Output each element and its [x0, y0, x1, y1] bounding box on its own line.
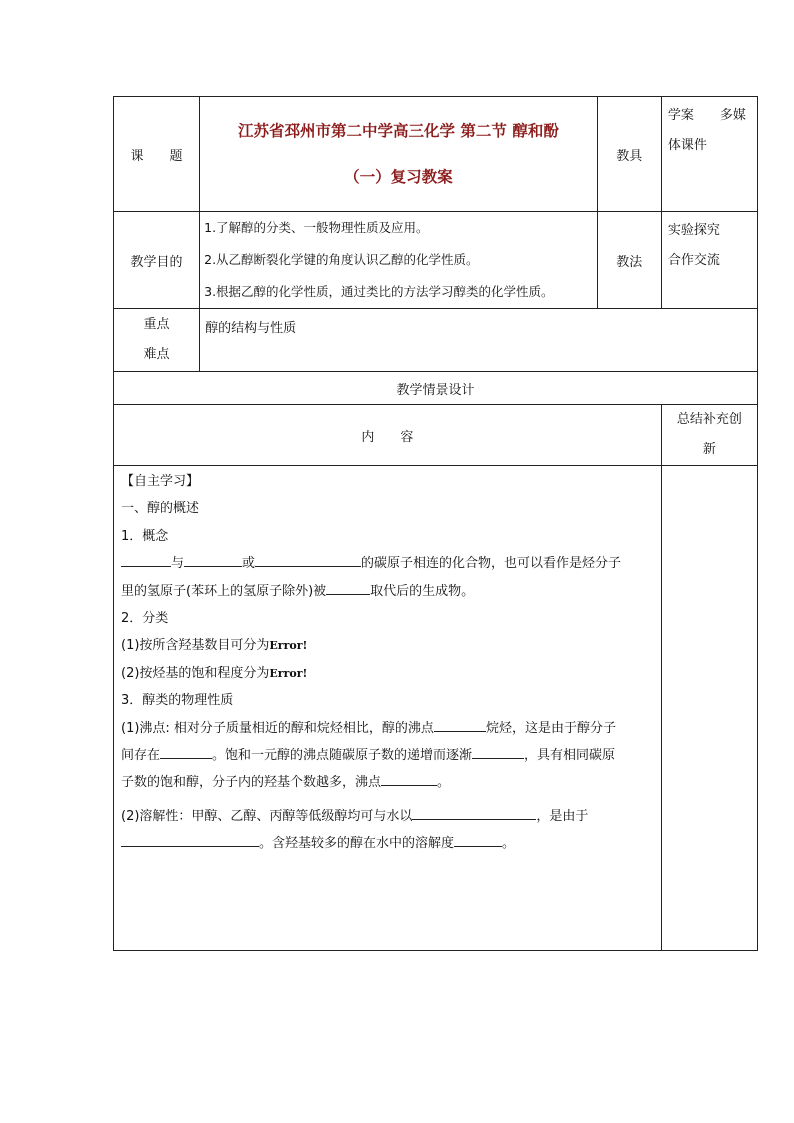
goal-item: 3.根据乙醇的化学性质，通过类比的方法学习醇类的化学性质。: [204, 284, 554, 299]
text-run: ，具有相同碳原: [524, 748, 616, 764]
fill-blank[interactable]: [381, 771, 437, 786]
text-run: (1)沸点: 相对分子质量相近的醇和烷烃相比，醇的沸点: [121, 720, 434, 736]
text-run: 子数的饱和醇，分子内的羟基个数越多，沸点: [121, 775, 382, 791]
goal-item: 2.从乙醇断裂化学键的角度认识乙醇的化学性质。: [204, 252, 479, 267]
goals-label: 教学目的: [114, 212, 200, 309]
summary-header-line2: 新: [702, 442, 716, 457]
section-heading: 2．分类: [121, 611, 169, 627]
content-body: [114, 466, 662, 951]
text-run: 间存在: [121, 748, 161, 764]
tools-value-line2: 体课件: [667, 138, 707, 153]
key-label: [114, 309, 200, 372]
fill-blank[interactable]: [255, 552, 361, 567]
course-label: 课 题: [114, 97, 200, 212]
lesson-title: [200, 97, 598, 212]
class-line-2: [121, 660, 654, 687]
design-header: 教学情景设计: [114, 372, 758, 405]
section-heading: 1．概念: [121, 528, 169, 544]
method-label: 教法: [597, 212, 661, 309]
class-line-1: [121, 632, 654, 659]
section-heading: 3．醇类的物理性质: [121, 693, 234, 709]
text-run: 或: [242, 556, 256, 572]
key-label-line2: 难点: [143, 347, 170, 362]
fill-blank[interactable]: [184, 552, 242, 567]
key-label-line1: 重点: [143, 317, 170, 332]
lesson-plan-table: [113, 96, 758, 951]
summary-column: [661, 466, 757, 951]
summary-header: [661, 405, 757, 466]
row-design-header: [114, 372, 758, 405]
fill-blank[interactable]: [412, 805, 536, 820]
text-run: 。: [502, 836, 516, 852]
row-content-header: [114, 405, 758, 466]
fill-blank[interactable]: [121, 552, 171, 567]
key-value: 醇的结构与性质: [200, 309, 758, 372]
section-heading: 【自主学习】: [121, 474, 200, 489]
solubility-line-1: [121, 803, 654, 830]
text-run: 。饱和一元醇的沸点随碳原子数的递增而逐渐: [212, 748, 473, 764]
lesson-title-line2: （一）复习教案: [344, 167, 453, 186]
text-run: 。: [437, 775, 451, 791]
solubility-line-2: [121, 830, 654, 857]
lesson-title-line1: 江苏省邳州市第二中学高三化学 第二节 醇和酚: [238, 121, 559, 140]
row-key-points: [114, 309, 758, 372]
boiling-line-2: [121, 742, 654, 769]
tools-value-line1: 学案 多媒: [667, 108, 746, 123]
goals-list: [200, 212, 598, 309]
text-run: ，是由于: [536, 808, 589, 824]
tools-label: 教具: [597, 97, 661, 212]
method-value: [661, 212, 757, 309]
boiling-line-3: [121, 769, 654, 796]
concept-line-2: [121, 578, 654, 605]
text-run: 。含羟基较多的醇在水中的溶解度: [259, 836, 455, 852]
fill-blank[interactable]: [160, 744, 212, 759]
row-course: [114, 97, 758, 212]
row-goals: [114, 212, 758, 309]
fill-blank[interactable]: [326, 580, 370, 595]
method-value-line1: 实验探究: [667, 223, 720, 238]
concept-line-1: [121, 550, 654, 577]
row-content: [114, 466, 758, 951]
summary-header-line1: 总结补充创: [676, 412, 742, 427]
fill-blank[interactable]: [472, 744, 524, 759]
text-run: 与: [171, 556, 185, 572]
text-run: (2)溶解性：甲醇、乙醇、丙醇等低级醇均可与水以: [121, 808, 413, 824]
text-run: (1)按所含羟基数目可分为: [121, 638, 270, 654]
text-run: 取代后的生成物。: [370, 583, 475, 599]
text-run: 里的氢原子(苯环上的氢原子除外)被: [121, 583, 327, 599]
error-text: Error!: [269, 639, 308, 653]
text-run: 烷烃，这是由于醇分子: [485, 720, 616, 736]
fill-blank[interactable]: [434, 717, 486, 732]
method-value-line2: 合作交流: [667, 253, 720, 268]
tools-value: [661, 97, 757, 212]
fill-blank[interactable]: [121, 832, 259, 847]
boiling-line-1: [121, 715, 654, 742]
fill-blank[interactable]: [454, 832, 502, 847]
section-heading: 一、醇的概述: [121, 501, 200, 517]
error-text: Error!: [269, 666, 308, 680]
content-header: 内 容: [114, 405, 662, 466]
text-run: (2)按烃基的饱和程度分为: [121, 665, 270, 681]
goal-item: 1.了解醇的分类、一般物理性质及应用。: [204, 220, 429, 235]
text-run: 的碳原子相连的化合物，也可以看作是烃分子: [361, 556, 622, 572]
